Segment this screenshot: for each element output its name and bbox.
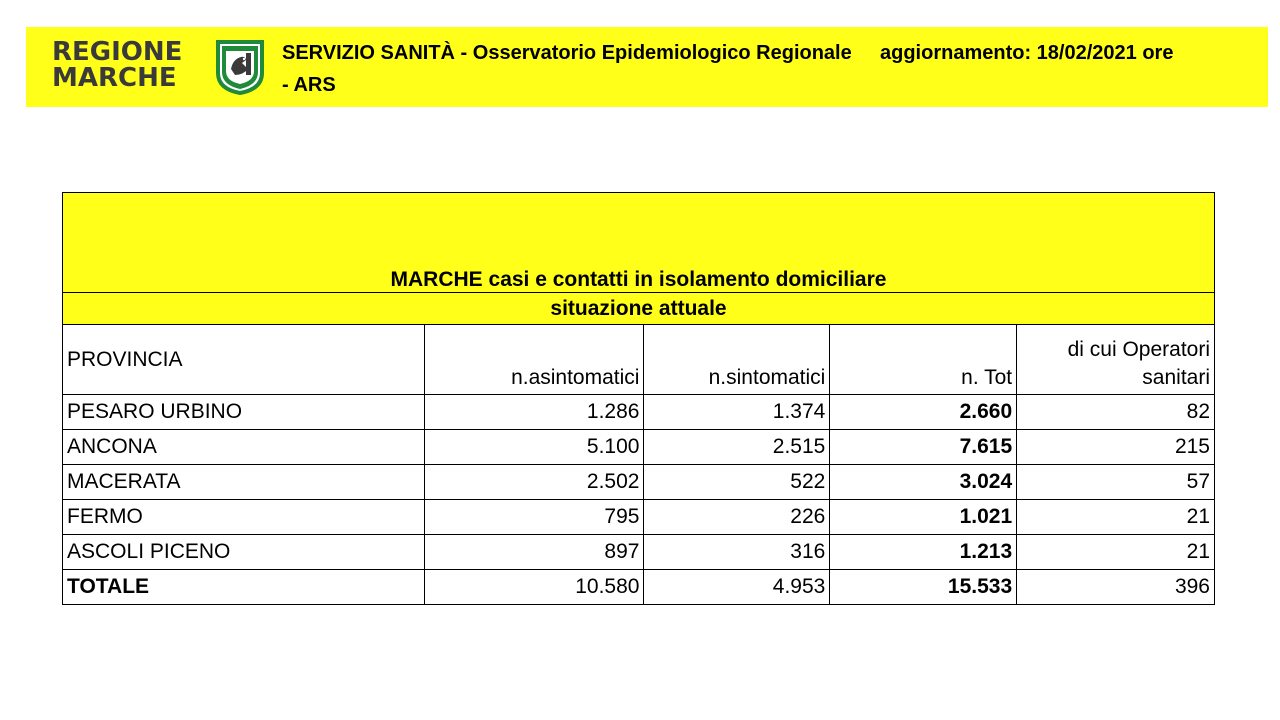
cell-sintomatici: 522 <box>644 465 830 500</box>
cell-provincia: ASCOLI PICENO <box>63 535 425 570</box>
cell-asintomatici: 897 <box>424 535 644 570</box>
table-header-row <box>63 325 1215 395</box>
column-header-sintomatici: n.sintomatici <box>644 325 830 395</box>
table-subtitle-row <box>63 293 1215 325</box>
table-row <box>63 500 1215 535</box>
cell-operatori: 57 <box>1017 465 1215 500</box>
header-banner <box>26 27 1268 107</box>
logo-text <box>52 39 182 91</box>
cell-asintomatici: 795 <box>424 500 644 535</box>
column-header-operatori-line1: di cui Operatori <box>1067 338 1210 361</box>
table-title: MARCHE casi e contatti in isolamento domiciliare <box>63 193 1215 293</box>
cell-tot: 7.615 <box>830 430 1017 465</box>
cell-provincia: MACERATA <box>63 465 425 500</box>
cell-tot: 1.213 <box>830 535 1017 570</box>
table-title-row <box>63 193 1215 293</box>
cell-sintomatici: 226 <box>644 500 830 535</box>
cell-asintomatici: 2.502 <box>424 465 644 500</box>
cell-asintomatici: 5.100 <box>424 430 644 465</box>
column-header-provincia: PROVINCIA <box>63 325 425 395</box>
cell-tot: 1.021 <box>830 500 1017 535</box>
table-subtitle: situazione attuale <box>63 293 1215 325</box>
logo-line-2: MARCHE <box>52 63 177 93</box>
cell-total-operatori: 396 <box>1017 570 1215 605</box>
region-logo <box>52 39 282 99</box>
cell-operatori: 215 <box>1017 430 1215 465</box>
cell-operatori: 82 <box>1017 395 1215 430</box>
cell-tot: 2.660 <box>830 395 1017 430</box>
isolation-table <box>62 192 1215 605</box>
cell-sintomatici: 1.374 <box>644 395 830 430</box>
table-row <box>63 465 1215 500</box>
region-emblem-icon <box>215 39 265 95</box>
cell-total-tot: 15.533 <box>830 570 1017 605</box>
cell-provincia: PESARO URBINO <box>63 395 425 430</box>
header-title: SERVIZIO SANITÀ - Osservatorio Epidemiologico Regionale - ARS <box>282 42 852 96</box>
cell-sintomatici: 316 <box>644 535 830 570</box>
column-header-tot: n. Tot <box>830 325 1017 395</box>
cell-operatori: 21 <box>1017 500 1215 535</box>
cell-tot: 3.024 <box>830 465 1017 500</box>
cell-provincia: ANCONA <box>63 430 425 465</box>
column-header-asintomatici: n.asintomatici <box>424 325 644 395</box>
update-timestamp: aggiornamento: 18/02/2021 ore <box>880 42 1174 64</box>
table-row <box>63 395 1215 430</box>
cell-total-sintomatici: 4.953 <box>644 570 830 605</box>
table-total-row <box>63 570 1215 605</box>
cell-total-asintomatici: 10.580 <box>424 570 644 605</box>
table-row <box>63 535 1215 570</box>
column-header-operatori <box>1017 325 1215 395</box>
cell-asintomatici: 1.286 <box>424 395 644 430</box>
cell-provincia: FERMO <box>63 500 425 535</box>
cell-sintomatici: 2.515 <box>644 430 830 465</box>
column-header-operatori-line2: sanitari <box>1142 366 1210 389</box>
table-row <box>63 430 1215 465</box>
logo-line-1: REGIONE <box>52 37 183 67</box>
cell-operatori: 21 <box>1017 535 1215 570</box>
cell-total-label: TOTALE <box>63 570 425 605</box>
